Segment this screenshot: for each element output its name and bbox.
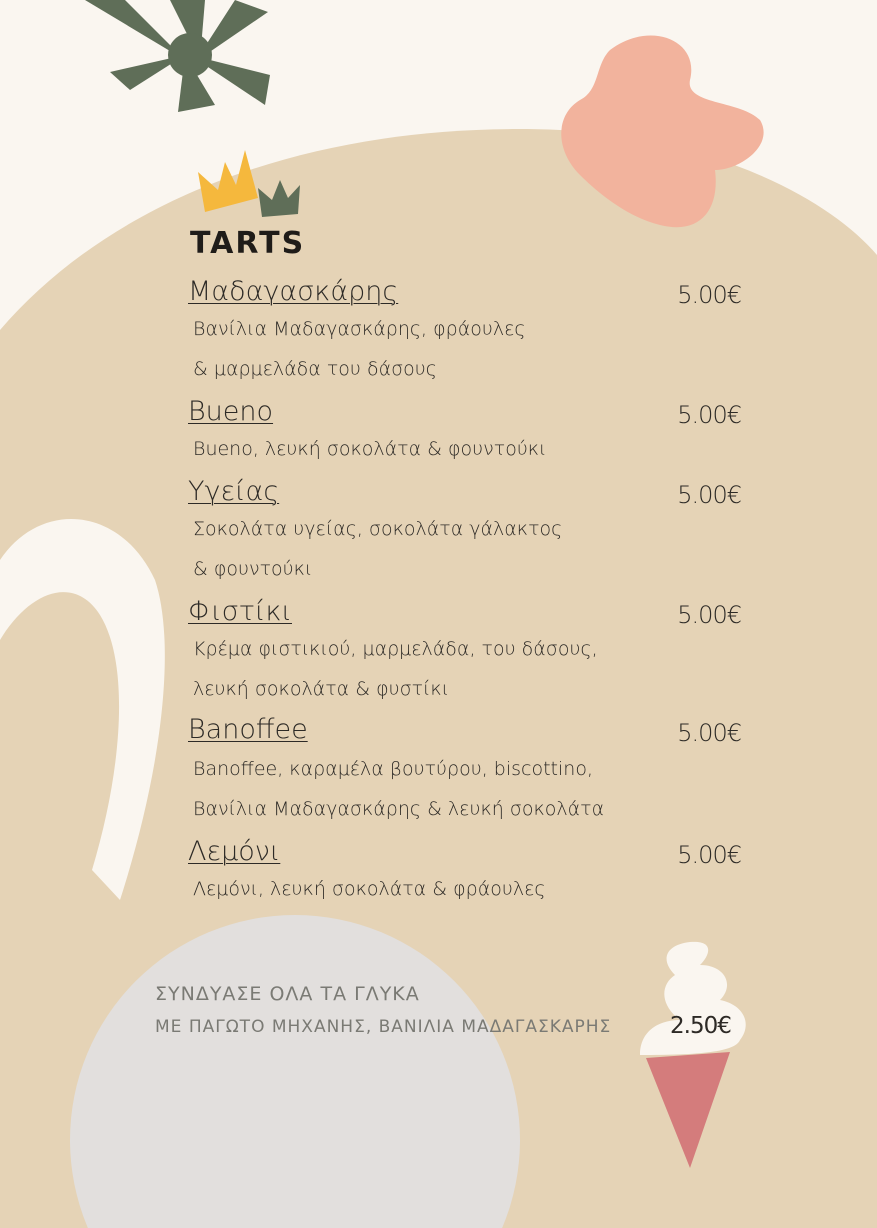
menu-item-description: Bueno, λευκή σοκολάτα & φουντούκι: [193, 438, 547, 460]
menu-item-description: Βανίλια Μαδαγασκάρης & λευκή σοκολάτα: [193, 798, 605, 820]
menu-item-description: Banoffee, καραμέλα βουτύρου, biscottino,: [193, 758, 593, 780]
menu-item-price: 5.00€: [677, 719, 741, 747]
menu-item-name: Υγείας: [188, 476, 280, 507]
menu-item-description: Βανίλια Μαδαγασκάρης, φράουλες: [193, 318, 526, 340]
menu-item-price: 5.00€: [677, 841, 741, 869]
menu-item-description: Σοκολάτα υγείας, σοκολάτα γάλακτος: [193, 518, 563, 540]
menu-item-price: 5.00€: [677, 281, 741, 309]
menu-item-name: Banoffee: [188, 714, 308, 745]
menu-item-description: & μαρμελάδα του δάσους: [193, 358, 437, 380]
menu-item-price: 5.00€: [677, 401, 741, 429]
menu-item-description: λευκή σοκολάτα & φυστίκι: [193, 678, 450, 700]
combo-price: 2.50€: [670, 1013, 731, 1039]
menu-item-name: Φιστίκι: [188, 596, 292, 627]
menu-item-description: Κρέμα φιστικιού, μαρμελάδα, του δάσους,: [193, 638, 598, 660]
menu-item-price: 5.00€: [677, 481, 741, 509]
section-title: TARTS: [190, 226, 306, 261]
asterisk-shape-icon: [85, 0, 270, 112]
combo-line-1: ΣΥΝΔΥΑΣΕ ΟΛΑ ΤΑ ΓΛΥΚΑ: [155, 983, 420, 1005]
menu-item-description: & φουντούκι: [193, 558, 313, 580]
menu-item-name: Λεμόνι: [188, 836, 281, 867]
menu-item-name: Bueno: [188, 396, 274, 427]
combo-line-2: ΜΕ ΠΑΓΩΤΟ ΜΗΧΑΝΗΣ, ΒΑΝΙΛΙΑ ΜΑΔΑΓΑΣΚΑΡΗΣ: [155, 1017, 612, 1037]
menu-item-description: Λεμόνι, λευκή σοκολάτα & φράουλες: [193, 878, 546, 900]
menu-item-name: Μαδαγασκάρης: [188, 276, 399, 307]
menu-item-price: 5.00€: [677, 601, 741, 629]
